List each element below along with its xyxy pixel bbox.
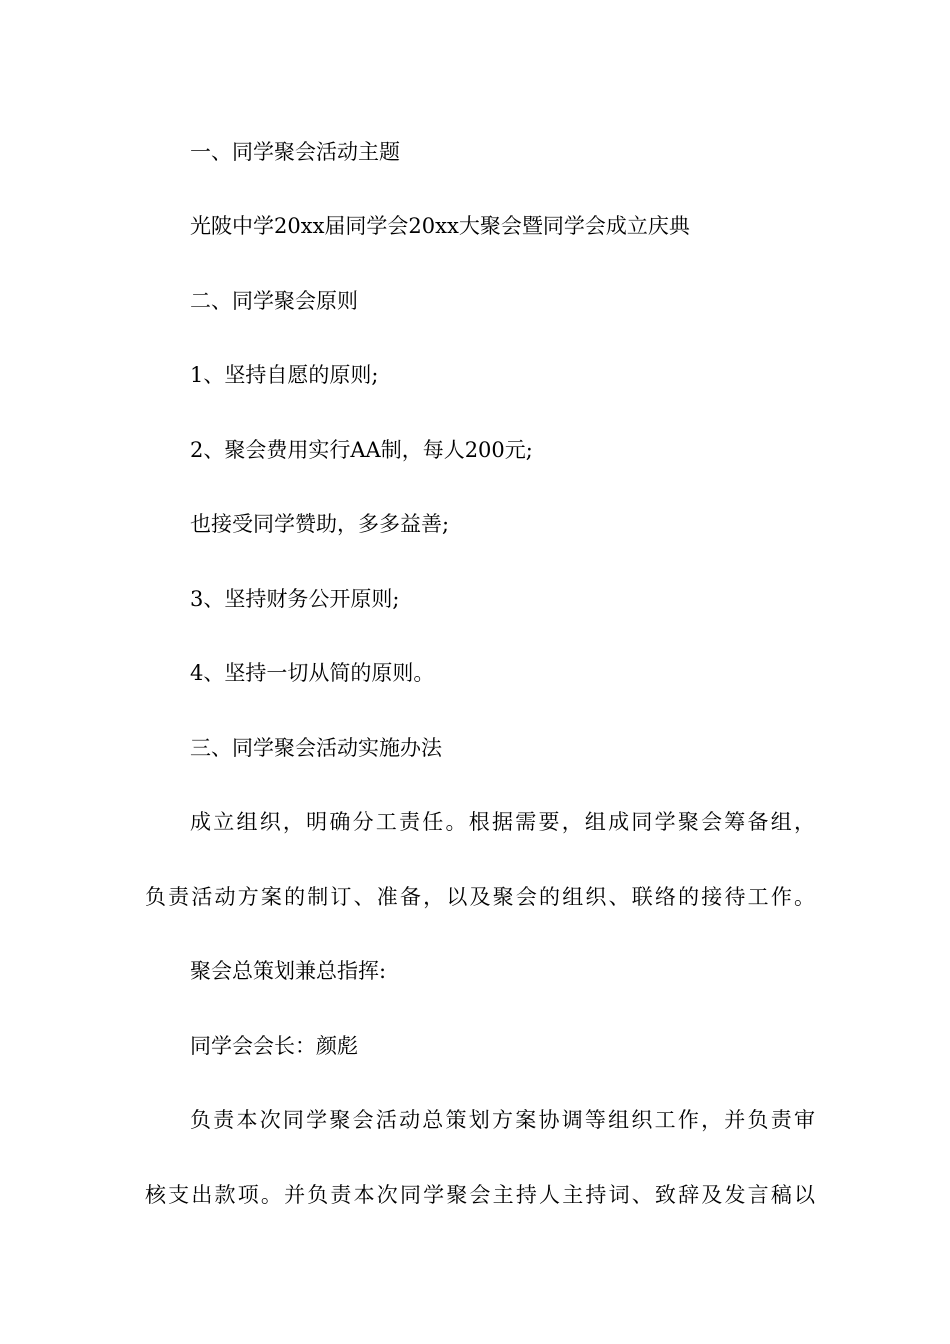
section-heading-3: 三、同学聚会活动实施办法: [190, 736, 442, 760]
principle-item-3: 3、坚持财务公开原则;: [190, 587, 400, 611]
organization-paragraph-line-1: 成立组织，明确分工责任。根据需要，组成同学聚会筹备组，: [190, 810, 815, 834]
principle-item-4: 4、坚持一切从简的原则。: [190, 661, 435, 685]
section-heading-1: 一、同学聚会活动主题: [190, 140, 400, 164]
section-heading-2: 二、同学聚会原则: [190, 289, 358, 313]
principle-item-2: 2、聚会费用实行AA制，每人200元;: [190, 438, 533, 462]
responsibility-paragraph-line-2: 核支出款项。并负责本次同学聚会主持人主持词、致辞及发言稿以: [145, 1183, 815, 1207]
sponsorship-note: 也接受同学赞助，多多益善;: [190, 512, 450, 536]
alumni-president: 同学会会长：颜彪: [190, 1034, 358, 1058]
responsibility-paragraph-line-1: 负责本次同学聚会活动总策划方案协调等组织工作，并负责审: [190, 1108, 815, 1132]
organization-paragraph-line-2: 负责活动方案的制订、准备，以及聚会的组织、联络的接待工作。: [145, 885, 815, 909]
chief-planner-label: 聚会总策划兼总指挥:: [190, 959, 387, 983]
event-theme-text: 光陂中学20xx届同学会20xx大聚会暨同学会成立庆典: [190, 214, 690, 238]
principle-item-1: 1、坚持自愿的原则;: [190, 363, 379, 387]
